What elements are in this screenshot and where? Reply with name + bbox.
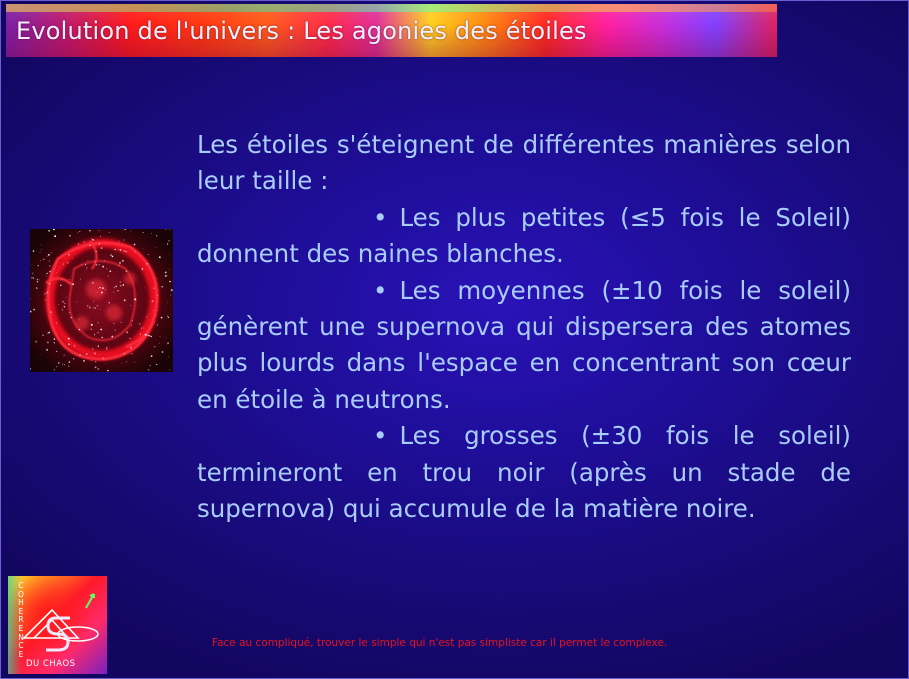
bullet-item	[197, 418, 851, 527]
bullet-item	[197, 273, 851, 419]
supernova-remnant-image	[30, 229, 173, 372]
title-banner	[6, 4, 777, 57]
footer-quote: Face au compliqué, trouver le simple qui n'est pas simpliste car il permet le complexe.	[212, 637, 668, 649]
bullet-icon: •	[373, 202, 388, 232]
bullet-text-medium-stars: Les moyennes (±10 fois le soleil) génèrent une supernova qui dispersera des atomes plus lourds dans l'espace en concentrant son cœur en étoile à neutrons.	[197, 275, 851, 414]
bullet-text-small-stars: Les plus petites (≤5 fois le Soleil) donnent des naines blanches.	[197, 202, 851, 269]
bullet-item	[197, 200, 851, 273]
logo-bottom-text: DU CHAOS	[26, 659, 76, 669]
bullet-text-large-stars: Les grosses (±30 fois le soleil) termineront en trou noir (après un stade de supernova) qui accumule de la matière noire.	[197, 421, 851, 524]
slide-title: Evolution de l'univers : Les agonies des étoiles	[16, 17, 587, 45]
logo-vertical-text: COHERENCE	[18, 581, 24, 659]
bullet-icon: •	[373, 421, 388, 451]
slide-body	[197, 127, 851, 527]
bullet-icon: •	[373, 275, 388, 305]
intro-paragraph: Les étoiles s'éteignent de différentes manières selon leur taille :	[197, 130, 851, 196]
coherence-du-chaos-logo[interactable]	[8, 576, 107, 674]
